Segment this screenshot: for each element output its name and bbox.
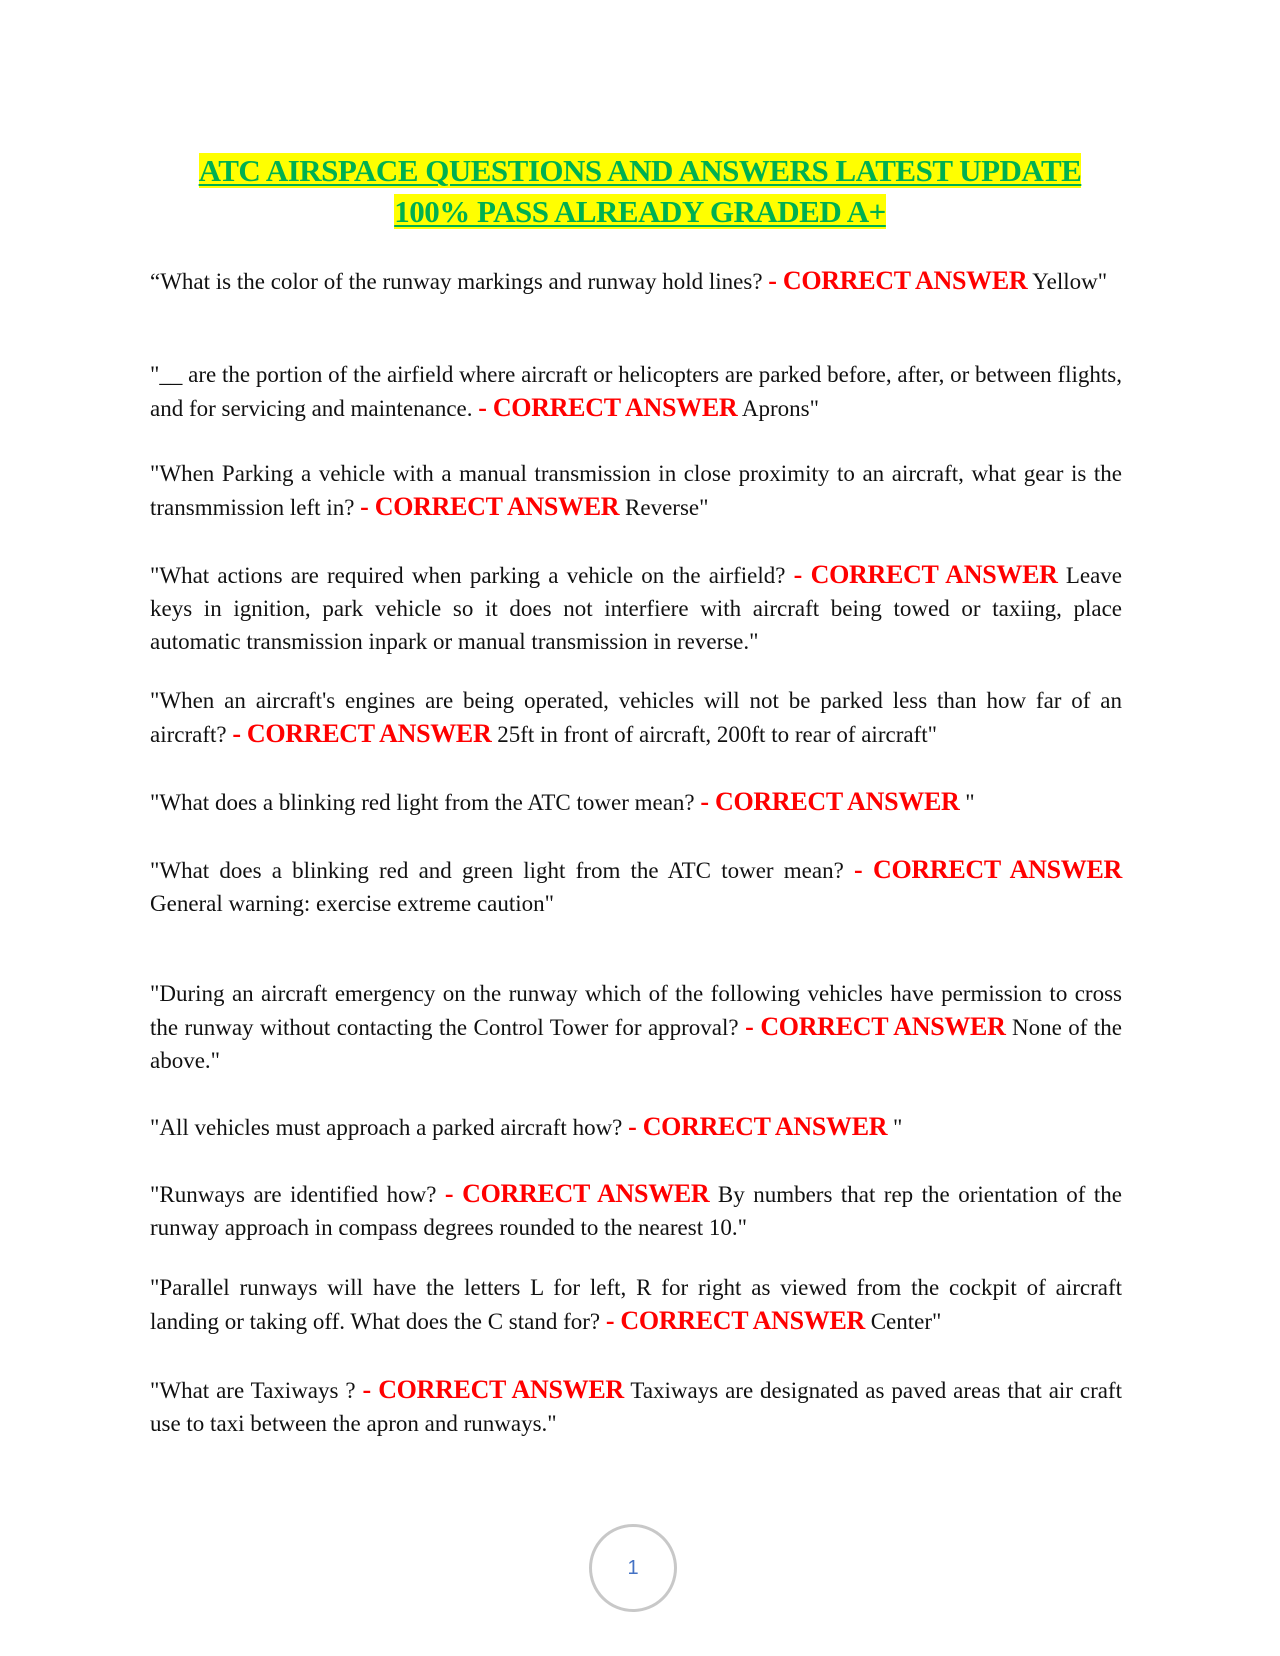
answer: Reverse"	[625, 495, 709, 520]
question: "What does a blinking red and green light from the ATC tower mean?	[150, 858, 844, 883]
qa-item	[150, 558, 1122, 658]
qa-item	[150, 1373, 1122, 1440]
qa-item	[150, 264, 1122, 298]
qa-item	[150, 457, 1122, 524]
answer: By numbers that rep the orientation of the runway approach in compass degrees rounded to the nearest 10."	[150, 1182, 1123, 1240]
correct-answer-label: - CORRECT ANSWER	[478, 393, 738, 422]
question: "What actions are required when parking a vehicle on the airfield?	[150, 563, 786, 588]
correct-answer-label: - CORRECT ANSWER	[793, 560, 1058, 589]
correct-answer-label: - CORRECT ANSWER	[444, 1179, 710, 1208]
answer: Leave keys in ignition, park vehicle so it does not interfiere with aircraft being towed or taxiing, place automatic transmission inpark or manual transmission in reverse."	[150, 563, 1123, 654]
qa-item	[150, 1110, 1122, 1144]
correct-answer-label: - CORRECT ANSWER	[628, 1112, 888, 1141]
title-line-1: ATC AIRSPACE QUESTIONS AND ANSWERS LATEST UPDATE	[198, 153, 1082, 188]
answer: "	[893, 1115, 903, 1140]
correct-answer-label: - CORRECT ANSWER	[700, 787, 960, 816]
question: "When an aircraft's engines are being operated, vehicles will not be parked less than how far of an aircraft?	[150, 688, 1122, 747]
correct-answer-label: - CORRECT ANSWER	[360, 492, 620, 521]
question: “What is the color of the runway markings and runway hold lines?	[150, 269, 763, 294]
question: "When Parking a vehicle with a manual transmission in close proximity to an aircraft, what gear is the transmmission left in?	[150, 461, 1122, 520]
question: "Runways are identified how?	[150, 1182, 437, 1207]
answer: None of the above."	[150, 1015, 1123, 1073]
question: "What does a blinking red light from the ATC tower mean?	[150, 790, 695, 815]
qa-item	[150, 358, 1122, 425]
correct-answer-label: - CORRECT ANSWER	[745, 1012, 1006, 1041]
question: "All vehicles must approach a parked aircraft how?	[150, 1115, 623, 1140]
answer: 25ft in front of aircraft, 200ft to rear of aircraft"	[497, 722, 937, 747]
qa-item	[150, 1271, 1122, 1338]
question: "What are Taxiways ?	[150, 1378, 356, 1403]
correct-answer-label: - CORRECT ANSWER	[362, 1375, 624, 1404]
document-title	[0, 150, 1280, 232]
correct-answer-label: - CORRECT ANSWER	[605, 1306, 865, 1335]
correct-answer-label: - CORRECT ANSWER	[854, 855, 1122, 884]
question: "Parallel runways will have the letters L for left, R for right as viewed from the cockpit of aircraft landing or taking off. What does the C stand for?	[150, 1275, 1122, 1334]
answer: Aprons"	[741, 396, 819, 421]
answer: Center"	[870, 1309, 942, 1334]
question: "__ are the portion of the airfield where aircraft or helicopters are parked before, after, or between flights, and for servicing and maintenance.	[150, 362, 1122, 421]
question: "During an aircraft emergency on the runway which of the following vehicles have permission to cross the runway without contacting the Control Tower for approval?	[150, 981, 1122, 1040]
qa-item	[150, 977, 1122, 1077]
qa-item	[150, 853, 1122, 920]
qa-item	[150, 1177, 1122, 1244]
qa-item	[150, 785, 1122, 819]
answer: General warning: exercise extreme caution"	[150, 891, 555, 916]
correct-answer-label: - CORRECT ANSWER	[768, 266, 1028, 295]
qa-item	[150, 684, 1122, 751]
answer: "	[965, 790, 975, 815]
title-line-2: 100% PASS ALREADY GRADED A+	[394, 194, 886, 229]
answer: Taxiways are designated as paved areas that air craft use to taxi between the apron and runways."	[150, 1378, 1122, 1436]
answer: Yellow"	[1032, 269, 1108, 294]
page-number: 1	[589, 1524, 677, 1612]
correct-answer-label: - CORRECT ANSWER	[232, 719, 492, 748]
